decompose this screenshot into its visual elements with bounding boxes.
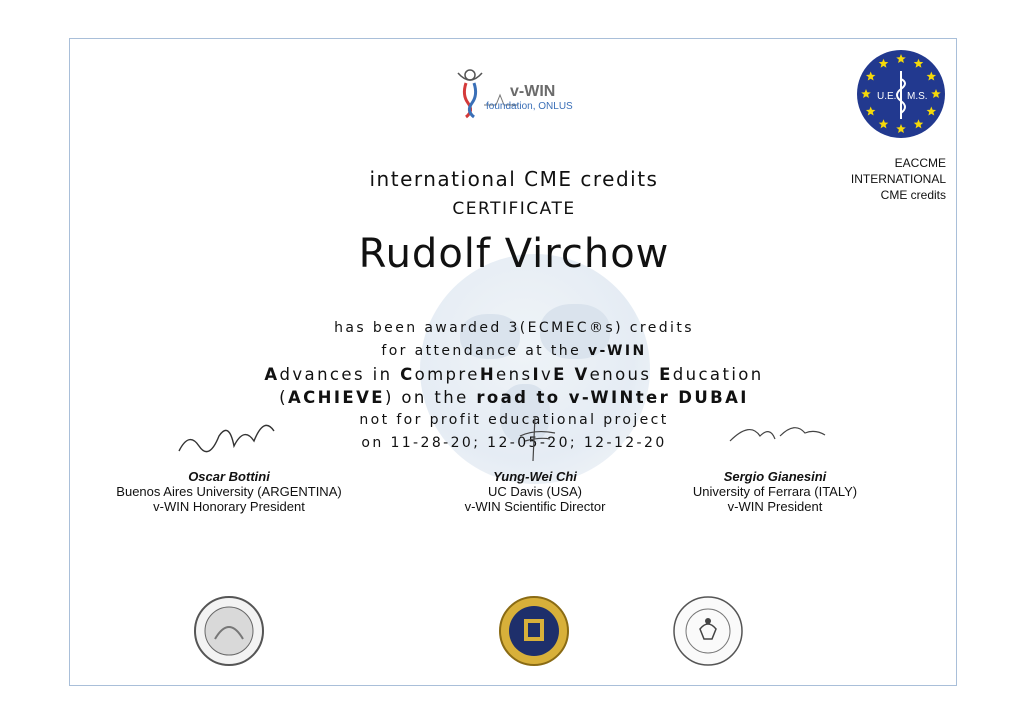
eu-stars-emblem-icon xyxy=(856,49,946,139)
course-title-capital: H xyxy=(479,365,497,384)
vwin-bold: v-WIN xyxy=(587,343,647,359)
signatory-affiliation: Buenos Aires University (ARGENTINA) xyxy=(116,484,342,499)
course-title-text: enous xyxy=(589,365,660,384)
signature-gianesini xyxy=(720,411,830,451)
signatory-gianesini xyxy=(650,469,900,514)
signatory-name: Yung-Wei Chi xyxy=(493,469,577,484)
signatory-chi xyxy=(410,469,660,514)
achieve-mid: ) on the xyxy=(384,388,477,407)
signatory-name: Sergio Gianesini xyxy=(723,469,827,484)
badge-caption-line: INTERNATIONAL xyxy=(850,172,946,186)
badge-right-text: M.S. xyxy=(907,91,928,102)
dates-line: on 11-28-20; 12-05-20; 12-12-20 xyxy=(361,435,667,451)
course-title-capital: E xyxy=(553,365,567,384)
achieve-line xyxy=(70,386,957,409)
course-title-text: ducation xyxy=(672,365,764,384)
course-title-text: ompre xyxy=(414,365,480,384)
signatory-bottini xyxy=(104,469,354,514)
course-title-text: ens xyxy=(496,365,533,384)
signature-bottini xyxy=(174,411,284,461)
vwin-figure-icon xyxy=(448,65,518,125)
signature-chi xyxy=(495,411,575,466)
signatory-role: v-WIN Scientific Director xyxy=(464,499,606,514)
course-title-capital: A xyxy=(264,365,280,384)
certificate-subtitle: CERTIFICATE xyxy=(452,199,576,219)
signatory-role: v-WIN Honorary President xyxy=(153,499,305,514)
uems-badge xyxy=(856,49,946,144)
signatory-affiliation: University of Ferrara (ITALY) xyxy=(692,484,858,499)
course-title-text: dvances in xyxy=(279,365,401,384)
award-line: has been awarded 3(ECMEC®s) credits xyxy=(334,320,694,336)
badge-left-text: U.E. xyxy=(877,91,897,102)
road-to-dubai: road to v-WINter DUBAI xyxy=(476,388,749,407)
course-title-capital: C xyxy=(400,365,415,384)
certificate xyxy=(69,38,957,686)
vwin-foundation-logo xyxy=(448,65,598,125)
course-title-line xyxy=(70,363,957,386)
signatory-role: v-WIN President xyxy=(727,499,823,514)
badge-caption-line: EACCME xyxy=(894,156,946,170)
attendance-prefix: for attendance at the xyxy=(381,343,588,359)
badge-caption-line: CME credits xyxy=(880,188,946,202)
course-title-capital: E xyxy=(659,365,673,384)
nonprofit-line: not for profit educational project xyxy=(359,412,669,428)
logo-brand: v-WIN xyxy=(510,83,556,100)
paren-open: ( xyxy=(279,388,288,407)
certificate-title: international CME credits xyxy=(369,167,659,191)
uc-davis-seal xyxy=(498,595,570,667)
course-title-text: v xyxy=(540,365,554,384)
course-title-capital: I xyxy=(532,365,541,384)
logo-subtitle: foundation, ONLUS xyxy=(486,101,573,112)
achieve-acronym: ACHIEVE xyxy=(288,388,385,407)
signatory-name: Oscar Bottini xyxy=(188,469,270,484)
recipient-name: Rudolf Virchow xyxy=(358,231,670,277)
course-title-capital: V xyxy=(574,365,590,384)
attendance-line xyxy=(70,340,957,363)
signatory-affiliation: UC Davis (USA) xyxy=(488,484,582,499)
university-of-ferrara-seal xyxy=(672,595,744,667)
buenos-aires-university-seal xyxy=(193,595,265,667)
